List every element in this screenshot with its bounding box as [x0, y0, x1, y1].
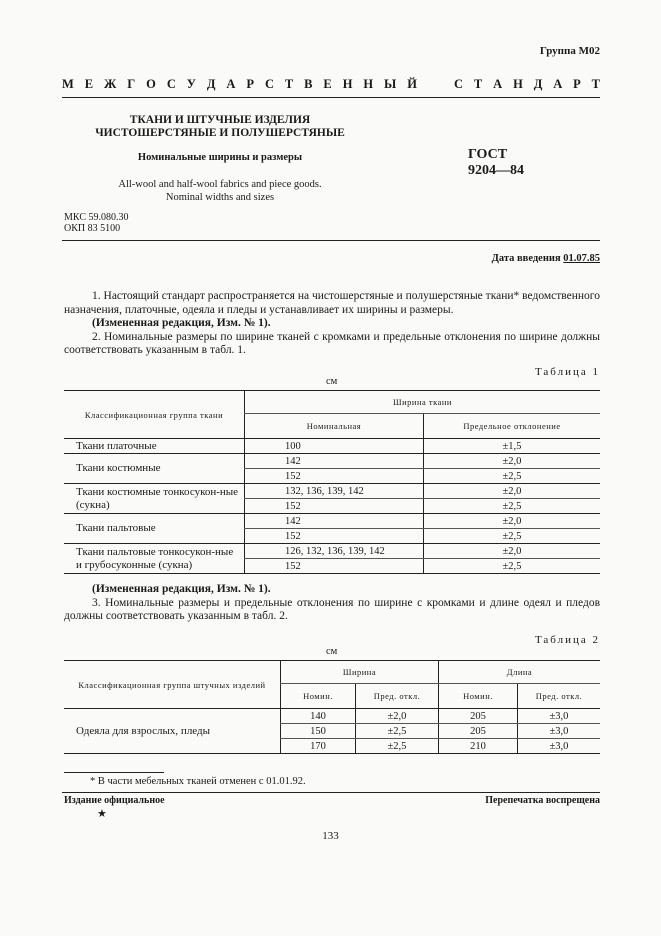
t1-group-name: Ткани костюмные тонкосукон-ные (сукна)	[64, 484, 245, 514]
banner-letter: Р	[246, 77, 255, 91]
gost-label: ГОСТ	[468, 147, 508, 162]
t1-deviation-cell: ±2,0	[424, 484, 601, 499]
banner-letter: А	[493, 77, 503, 91]
t1-nominal-cell: 152	[245, 529, 424, 544]
table-row	[64, 514, 600, 529]
banner-letter: М	[62, 77, 74, 91]
document-subtitle: Номинальные ширины и размеры	[137, 152, 303, 163]
banner-letter: Й	[407, 77, 417, 91]
t2-header-length-dev: Пред. откл.	[518, 684, 601, 709]
effective-date-value: 01.07.85	[563, 253, 600, 264]
banner-letter: Т	[284, 77, 294, 91]
table-row	[64, 454, 600, 469]
banner-letter: Н	[513, 77, 523, 91]
effective-date	[492, 253, 600, 264]
banner-letter: Д	[533, 77, 543, 91]
table-1-unit: см	[326, 376, 338, 387]
t2-cell-l-dev: ±3,0	[518, 709, 601, 724]
banner-letter: Г	[127, 77, 136, 91]
t1-nominal-cell: 132, 136, 139, 142	[245, 484, 424, 499]
paragraph-1: 1. Настоящий стандарт распространяется на чистошерстяные и полушерстяные ткани* ведомственного назначения, платочные, одеяла и пледы и устанавливает их ширины и размеры.	[64, 290, 600, 316]
t1-nominal-cell: 152	[245, 469, 424, 484]
banner-letter: С	[264, 77, 274, 91]
section-1	[64, 290, 600, 358]
t2-body	[64, 709, 600, 754]
t1-deviation-cell: ±2,5	[424, 499, 601, 514]
t1-nominal-cell: 142	[245, 454, 424, 469]
t1-nominal-cell: 152	[245, 559, 424, 574]
table-2-caption: Таблица 2	[534, 634, 600, 646]
top-rule	[62, 97, 600, 98]
t1-deviation-cell: ±1,5	[424, 439, 601, 454]
t1-header-width: Ширина ткани	[245, 391, 601, 414]
table-2-unit: см	[326, 646, 338, 657]
banner-letter: Н	[342, 77, 353, 91]
reprint-prohibited: Перепечатка воспрещена	[485, 795, 600, 806]
banner-standard	[454, 77, 600, 92]
t1-header-nominal: Номинальная	[245, 414, 424, 439]
t1-deviation-cell: ±2,5	[424, 529, 601, 544]
t2-cell-w-nom: 170	[281, 739, 356, 754]
title-line-1: ТКАНИ И ШТУЧНЫЕ ИЗДЕЛИЯ	[129, 114, 311, 126]
t2-header-group: Классификационная группа штучных изделий	[64, 661, 281, 709]
t1-nominal-cell: 142	[245, 514, 424, 529]
english-title	[60, 178, 380, 204]
t2-cell-l-nom: 205	[439, 724, 518, 739]
table-row	[64, 544, 600, 559]
t1-deviation-cell: ±2,5	[424, 559, 601, 574]
table-row	[64, 484, 600, 499]
t2-header-width-dev: Пред. откл.	[356, 684, 439, 709]
t1-deviation-cell: ±2,0	[424, 514, 601, 529]
banner-letter: Ы	[384, 77, 397, 91]
table-2	[64, 660, 600, 754]
t1-group-name: Ткани пальтовые	[64, 514, 245, 544]
table-row	[64, 709, 600, 724]
banner-letter: У	[186, 77, 196, 91]
document-title	[60, 114, 380, 140]
t2-cell-l-dev: ±3,0	[518, 739, 601, 754]
t1-group-name: Ткани пальтовые тонкосукон-ные и грубосуконные (сукна)	[64, 544, 245, 574]
banner-letter: Н	[363, 77, 374, 91]
paragraph-3: 3. Номинальные размеры и предельные отклонения по ширине с кромками и длине одеял и пледов должны соответствовать указанным в табл. 2.	[64, 596, 600, 622]
group-code: Группа М02	[539, 45, 600, 57]
page-number: 133	[322, 830, 339, 842]
middle-rule	[62, 240, 600, 241]
t1-nominal-cell: 126, 132, 136, 139, 142	[245, 544, 424, 559]
official-edition: Издание официальное	[64, 795, 165, 806]
t2-cell-w-nom: 140	[281, 709, 356, 724]
interstate-standard-banner	[62, 77, 600, 92]
t2-header-width-nom: Номин.	[281, 684, 356, 709]
effective-date-label: Дата введения	[491, 253, 564, 264]
t1-header-deviation: Предельное отклонение	[424, 414, 601, 439]
t1-deviation-cell: ±2,0	[424, 454, 601, 469]
table-row	[64, 439, 600, 454]
banner-letter: В	[304, 77, 313, 91]
banner-letter: Ж	[104, 77, 117, 91]
banner-letter: Т	[591, 77, 600, 91]
t2-cell-l-dev: ±3,0	[518, 724, 601, 739]
english-title-line-1: All-wool and half-wool fabrics and piece goods.	[118, 179, 322, 190]
banner-letter: Д	[206, 77, 216, 91]
banner-letter: Е	[84, 77, 94, 91]
t2-cell-w-nom: 150	[281, 724, 356, 739]
t2-group-name: Одеяла для взрослых, пледы	[64, 709, 281, 754]
paragraph-2: 2. Номинальные размеры по ширине тканей с кромками и предельные отклонения по ширине должны соответствовать указанным в табл. 1.	[64, 330, 600, 356]
bottom-rule	[62, 792, 600, 793]
t2-header-length: Длина	[439, 661, 601, 684]
table-1-caption: Таблица 1	[534, 366, 600, 378]
gost-code: 9204—84	[468, 163, 524, 178]
t2-header-length-nom: Номин.	[439, 684, 518, 709]
t1-header-group: Классификационная группа ткани	[64, 391, 245, 439]
t2-cell-l-nom: 205	[439, 709, 518, 724]
banner-letter: С	[166, 77, 176, 91]
t1-deviation-cell: ±2,0	[424, 544, 601, 559]
paragraph-1-edit-note: (Измененная редакция, Изм. № 1).	[92, 317, 271, 329]
banner-letter: Е	[323, 77, 332, 91]
paragraph-2-edit-note: (Измененная редакция, Изм. № 1).	[92, 583, 271, 595]
english-title-line-2: Nominal widths and sizes	[165, 192, 275, 203]
t2-cell-w-dev: ±2,0	[356, 709, 439, 724]
banner-letter: Р	[573, 77, 581, 91]
star-icon: ★	[97, 808, 107, 820]
footnote: * В части мебельных тканей отменен с 01.01.92.	[90, 776, 306, 787]
banner-letter: С	[454, 77, 464, 91]
t1-nominal-cell: 100	[245, 439, 424, 454]
banner-letter: А	[553, 77, 563, 91]
banner-letter: А	[226, 77, 236, 91]
t2-cell-w-dev: ±2,5	[356, 739, 439, 754]
classification-codes	[64, 212, 128, 234]
t1-group-name: Ткани костюмные	[64, 454, 245, 484]
t1-nominal-cell: 152	[245, 499, 424, 514]
t1-deviation-cell: ±2,5	[424, 469, 601, 484]
banner-letter: О	[146, 77, 156, 91]
table-1	[64, 390, 600, 574]
section-3	[64, 583, 600, 624]
t2-cell-w-dev: ±2,5	[356, 724, 439, 739]
banner-interstate	[62, 77, 417, 92]
footnote-rule	[64, 772, 164, 773]
t1-body	[64, 439, 600, 574]
mks-code: МКС 59.080.30	[64, 212, 129, 223]
okp-code: ОКП 83 5100	[64, 223, 121, 234]
t2-cell-l-nom: 210	[439, 739, 518, 754]
banner-letter: Т	[473, 77, 483, 91]
t2-header-width: Ширина	[281, 661, 439, 684]
gost-number	[468, 147, 524, 179]
title-line-2: ЧИСТОШЕРСТЯНЫЕ И ПОЛУШЕРСТЯНЫЕ	[95, 127, 345, 139]
t1-group-name: Ткани платочные	[64, 439, 245, 454]
